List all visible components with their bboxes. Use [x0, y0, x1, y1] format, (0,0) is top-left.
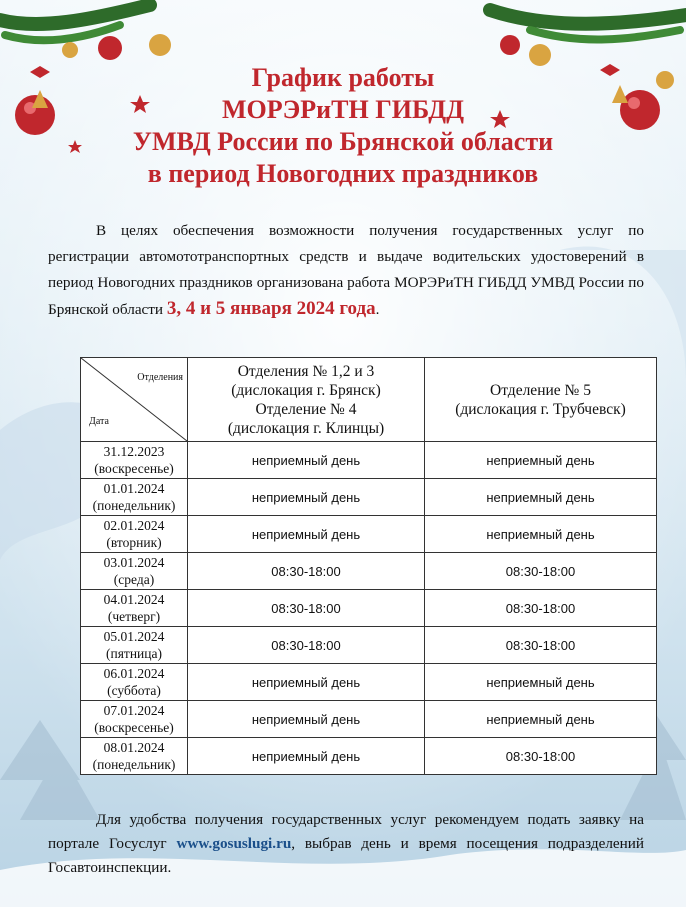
- date-value: 01.01.2024: [103, 481, 165, 496]
- schedule-cell: 08:30-18:00: [188, 553, 425, 590]
- col1-line-4: (дислокация г. Клинцы): [227, 419, 385, 437]
- corner-header-cell: [81, 358, 188, 442]
- schedule-cell: неприемный день: [188, 516, 425, 553]
- weekday-value: (четверг): [107, 609, 161, 624]
- table-row: [81, 442, 657, 479]
- date-value: 31.12.2023: [103, 444, 165, 459]
- date-value: 03.01.2024: [103, 555, 165, 570]
- schedule-cell: 08:30-18:00: [425, 738, 657, 775]
- table-row: [81, 516, 657, 553]
- intro-paragraph: [48, 218, 644, 323]
- title-line-2: МОРЭРиТН ГИБДД: [222, 95, 464, 124]
- table-row: [81, 479, 657, 516]
- date-cell: [81, 442, 188, 479]
- date-value: 05.01.2024: [103, 629, 165, 644]
- date-cell: [81, 516, 188, 553]
- table-row: [81, 701, 657, 738]
- intro-end: .: [375, 301, 380, 318]
- col1-line-2: (дислокация г. Брянск): [231, 381, 381, 399]
- corner-label-date: Дата: [89, 416, 109, 427]
- title-line-3: УМВД России по Брянской области: [132, 127, 554, 156]
- footer-text-2: , выбрав день и время посещения подразделений Госавтоинспекции.: [48, 835, 645, 876]
- gosuslugi-link[interactable]: www.gosuslugi.ru: [176, 835, 292, 852]
- col1-line-1: Отделения № 1,2 и 3: [237, 362, 375, 380]
- schedule-cell: неприемный день: [188, 738, 425, 775]
- col1-line-3: Отделение № 4: [255, 400, 357, 418]
- intro-highlight-dates: 3, 4 и 5 января 2024 года: [166, 298, 376, 319]
- weekday-value: (понедельник): [92, 498, 176, 513]
- page-title: [0, 62, 686, 190]
- date-cell: [81, 664, 188, 701]
- schedule-cell: неприемный день: [425, 664, 657, 701]
- date-cell: [81, 553, 188, 590]
- date-cell: [81, 627, 188, 664]
- schedule-cell: неприемный день: [188, 664, 425, 701]
- table-header-row: [81, 358, 657, 442]
- col2-line-1: Отделение № 5: [490, 381, 591, 399]
- corner-label-departments: Отделения: [137, 372, 183, 383]
- schedule-cell: 08:30-18:00: [188, 627, 425, 664]
- column-header-departments-1-4: [188, 358, 425, 442]
- schedule-cell: 08:30-18:00: [425, 590, 657, 627]
- schedule-cell: неприемный день: [188, 442, 425, 479]
- schedule-cell: неприемный день: [425, 701, 657, 738]
- schedule-cell: 08:30-18:00: [188, 590, 425, 627]
- schedule-cell: 08:30-18:00: [425, 553, 657, 590]
- date-cell: [81, 701, 188, 738]
- schedule-table: [80, 357, 657, 775]
- table-row: [81, 590, 657, 627]
- title-line-1: График работы: [251, 63, 435, 92]
- table-row: [81, 553, 657, 590]
- weekday-value: (воскресенье): [94, 720, 174, 735]
- date-cell: [81, 738, 188, 775]
- intro-text: В целях обеспечения возможности получения государственных услуг по регистрации автомототранспортных средств и выдаче водительских удостоверений в период Новогодних праздников организована работа МОРЭРиТН ГИБДД УМВД России по Брянской области: [48, 222, 644, 318]
- schedule-cell: 08:30-18:00: [425, 627, 657, 664]
- date-cell: [81, 590, 188, 627]
- weekday-value: (среда): [113, 572, 155, 587]
- schedule-cell: неприемный день: [425, 516, 657, 553]
- date-value: 02.01.2024: [103, 518, 165, 533]
- table-row: [81, 627, 657, 664]
- schedule-cell: неприемный день: [425, 479, 657, 516]
- schedule-cell: неприемный день: [425, 442, 657, 479]
- table-row: [81, 738, 657, 775]
- footer-paragraph: [48, 808, 644, 880]
- col2-line-2: (дислокация г. Трубчевск): [455, 400, 626, 418]
- schedule-cell: неприемный день: [188, 701, 425, 738]
- table-row: [81, 664, 657, 701]
- date-value: 08.01.2024: [103, 740, 165, 755]
- weekday-value: (суббота): [107, 683, 161, 698]
- column-header-department-5: [425, 358, 657, 442]
- schedule-cell: неприемный день: [188, 479, 425, 516]
- weekday-value: (пятница): [106, 646, 162, 661]
- weekday-value: (понедельник): [92, 757, 176, 772]
- weekday-value: (вторник): [106, 535, 162, 550]
- diagonal-line: [81, 358, 187, 441]
- title-line-4: в период Новогодних праздников: [147, 159, 539, 188]
- date-value: 07.01.2024: [103, 703, 165, 718]
- date-value: 04.01.2024: [103, 592, 165, 607]
- weekday-value: (воскресенье): [94, 461, 174, 476]
- date-value: 06.01.2024: [103, 666, 165, 681]
- footer-text-1: Для удобства получения государственных услуг рекомендуем подать заявку на портале Госуслуг: [48, 811, 644, 852]
- date-cell: [81, 479, 188, 516]
